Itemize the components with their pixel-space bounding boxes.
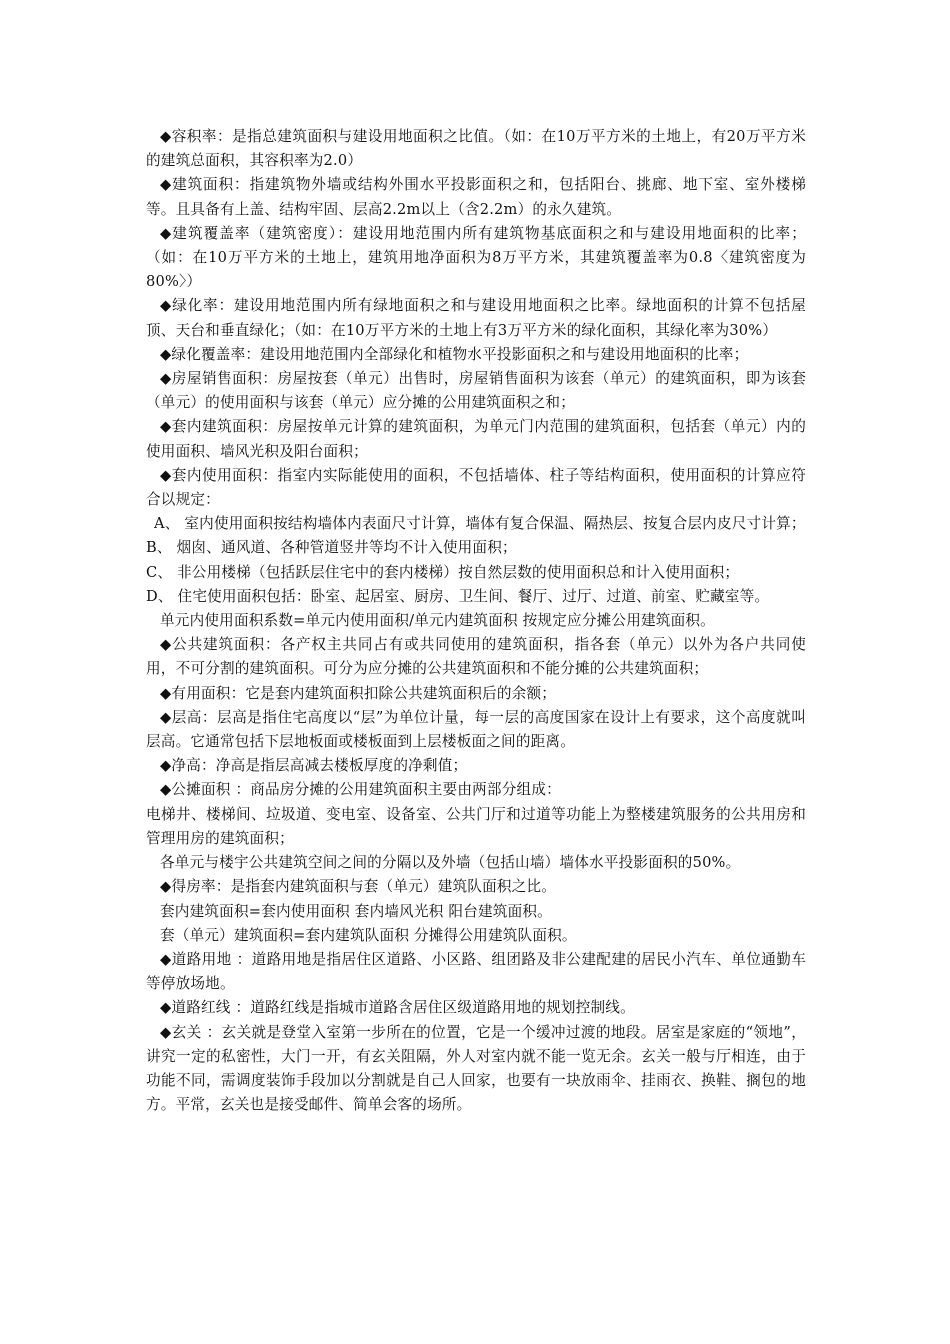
list-item-d: D、 住宅使用面积包括：卧室、起居室、厨房、卫生间、餐厅、过厅、过道、前室、贮藏室等。 bbox=[146, 587, 770, 605]
paragraph-building-coverage: ◆建筑覆盖率（建筑密度）：建设用地范围内所有建筑物基底面积之和与建设用地面积的比率；（如：在10万平方米的土地上，建筑用地净面积为8万平方米，其建筑覆盖率为0.8〈建筑密度为80%〉） bbox=[146, 224, 806, 291]
paragraph-shared-area-part2: 各单元与楼宇公共建筑空间之间的分隔以及外墙（包括山墙）墙体水平投影面积的50%。 bbox=[160, 854, 741, 872]
paragraph-building-area: ◆建筑面积：指建筑物外墙或结构外围水平投影面积之和，包括阳台、挑廊、地下室、室外楼梯等。且具备有上盖、结构牢固、层高2.2m以上（含2.2m）的永久建筑。 bbox=[146, 176, 806, 218]
paragraph-road-land: ◆道路用地 ：道路用地是指居住区道路、小区路、组团路及非公建配建的居民小汽车、单位通勤车等停放场地。 bbox=[146, 950, 806, 993]
paragraph-efficiency-ratio: ◆得房率：是指套内建筑面积与套（单元）建筑队面积之比。 bbox=[160, 878, 557, 896]
paragraph-useful-area: ◆有用面积：它是套内建筑面积扣除公共建筑面积后的余额； bbox=[160, 684, 557, 702]
paragraph-green-ratio: ◆绿化率：建设用地范围内所有绿地面积之和与建设用地面积之比率。绿地面积的计算不包括屋顶、天台和垂直绿化；（如：在10万平方米的土地上有3万平方米的绿化面积，其绿化率为30%） bbox=[146, 297, 806, 339]
formula-unit-building-area: 套内建筑面积=套内使用面积 套内墙风光积 阳台建筑面积。 bbox=[160, 902, 552, 920]
paragraph-unit-building-area: ◆套内建筑面积：房屋按单元计算的建筑面积，为单元门内范围的建筑面积，包括套（单元）内的使用面积、墙风光积及阳台面积； bbox=[146, 418, 806, 460]
paragraph-road-red-line: ◆道路红线 ：道路红线是指城市道路含居住区级道路用地的规划控制线。 bbox=[160, 999, 635, 1017]
formula-unit-total-area: 套（单元）建筑面积=套内建筑队面积 分摊得公用建筑队面积。 bbox=[160, 926, 577, 944]
document-body bbox=[146, 125, 806, 1117]
paragraph-usable-area: ◆套内使用面积：指室内实际能使用的面积，不包括墙体、柱子等结构面积，使用面积的计算应符合以规定： bbox=[146, 466, 806, 509]
list-item-b: B、 烟囱、通风道、各种管道竖井等均不计入使用面积； bbox=[146, 539, 517, 557]
paragraph-green-coverage: ◆绿化覆盖率：建设用地范围内全部绿化和植物水平投影面积之和与建设用地面积的比率； bbox=[160, 345, 749, 363]
paragraph-floor-height: ◆层高：层高是指住宅高度以“层”为单位计量，每一层的高度国家在设计上有要求，这个高度就叫层高。它通常包括下层地板面或楼板面到上层楼板面之间的距离。 bbox=[146, 708, 806, 751]
list-item-c: C、 非公用楼梯（包括跃层住宅中的套内楼梯）按自然层数的使用面积总和计入使用面积； bbox=[146, 563, 740, 581]
paragraph-net-height: ◆净高：净高是指层高减去楼板厚度的净剩值； bbox=[160, 757, 468, 775]
paragraph-public-area: ◆公共建筑面积：各产权主共同占有或共同使用的建筑面积，指各套（单元）以外为各户共同使用，不可分割的建筑面积。可分为应分摊的公共建筑面积和不能分摊的公共建筑面积； bbox=[146, 636, 806, 678]
paragraph-shared-area: ◆公摊面积 ：商品房分摊的公用建筑面积主要由两部分组成： bbox=[160, 781, 561, 799]
paragraph-shared-area-part1: 电梯井、楼梯间、垃圾道、变电室、设备室、公共门厅和过道等功能上为整楼建筑服务的公共用房和管理用房的建筑面积； bbox=[146, 805, 806, 847]
paragraph-sales-area: ◆房屋销售面积：房屋按套（单元）出售时，房屋销售面积为该套（单元）的建筑面积，即为该套（单元）的使用面积与该套（单元）应分摊的公用建筑面积之和； bbox=[146, 370, 806, 412]
list-item-a: A、 室内使用面积按结构墙体内表面尺寸计算，墙体有复合保温、隔热层、按复合层内皮尺寸计算； bbox=[154, 515, 806, 533]
paragraph-usable-coefficient: 单元内使用面积系数=单元内使用面积/单元内建筑面积 按规定应分摊公用建筑面积。 bbox=[160, 612, 715, 630]
paragraph-foyer: ◆玄关 ：玄关就是登堂入室第一步所在的位置，它是一个缓冲过渡的地段。居室是家庭的“领地”，讲究一定的私密性，大门一开，有玄关阻隔，外人对室内就不能一览无余。玄关一般与厅相连，由于功能不同，需调度装饰手段加以分割就是自己人回家，也要有一块放雨伞、挂雨衣、换鞋、搁包的地方。平常，玄关也是接受邮件、简单会客的场所。 bbox=[146, 1023, 806, 1114]
paragraph-plot-ratio: ◆容积率：是指总建筑面积与建设用地面积之比值。（如：在10万平方米的土地上，有20万平方米的建筑总面积，其容积率为2.0） bbox=[146, 128, 806, 170]
